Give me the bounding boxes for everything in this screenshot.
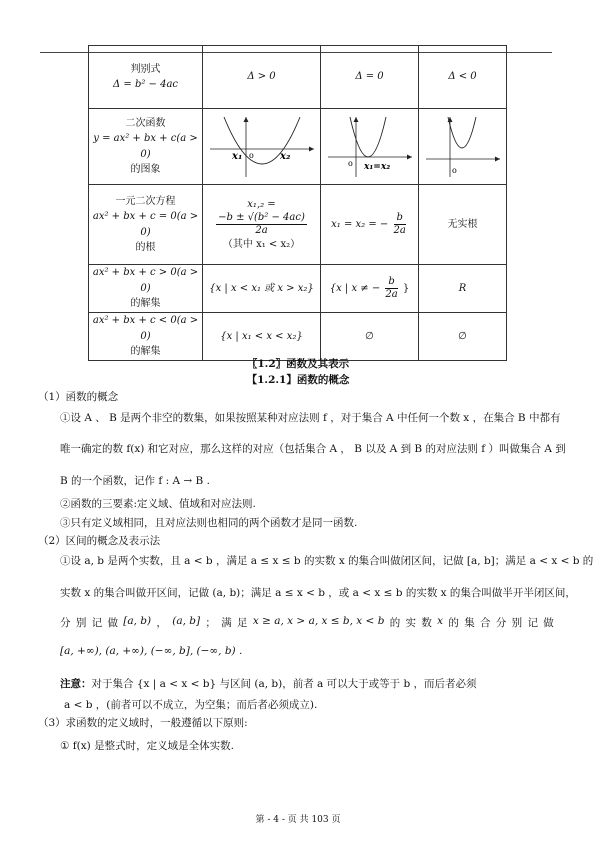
fraction — [394, 212, 406, 237]
text-token: (a, b] — [172, 615, 201, 627]
paragraph-line-justified — [60, 615, 554, 630]
row-header-formula: ax² + bx + c > 0(a > 0) — [92, 267, 199, 294]
paragraph-line: ③只有定义域相同，且对应法则也相同的两个函数才是同一函数. — [60, 517, 358, 529]
paragraph-line: ②函数的三要素:定义域、值域和对应法则. — [60, 498, 256, 510]
row-header-label: 的根 — [135, 242, 156, 253]
page-footer: 第 - 4 - 页 共 103 页 — [255, 815, 341, 825]
text-token: 记 — [527, 617, 538, 629]
text-token: 记 — [91, 617, 103, 629]
text-token: 集 — [464, 617, 475, 629]
table-cell: Δ < 0 — [419, 46, 507, 109]
text-token: [a, b) — [123, 615, 152, 627]
row-header — [89, 185, 203, 265]
text-token: 的 — [448, 617, 459, 629]
table-cell — [203, 185, 321, 265]
paragraph-line: [a, +∞), (a, +∞), (−∞, b], (−∞, b) . — [60, 645, 243, 657]
fraction — [385, 276, 397, 301]
row-header-formula: y = ax² + bx + c(a > 0) — [93, 133, 198, 160]
double-root-label: x₁=x₂ — [363, 161, 390, 172]
fraction-numerator: −b ± √(b² − 4ac) — [218, 212, 305, 223]
fraction-numerator: b — [385, 276, 397, 289]
table-cell: Δ > 0 — [203, 46, 321, 109]
text-token: x — [437, 615, 444, 627]
text-token: ； — [205, 617, 216, 629]
paragraph-line: ① f(x) 是整式时，定义域是全体实数. — [60, 740, 234, 752]
text-token: 的 — [389, 617, 401, 629]
parabola-no-root-graph — [422, 115, 504, 179]
table-cell: Δ = 0 — [321, 46, 419, 109]
text-token: 足 — [237, 617, 248, 629]
quadratic-summary-table — [88, 45, 507, 361]
text-token: 分 — [60, 617, 71, 629]
table-cell: ∅ — [419, 313, 507, 361]
graph-cell — [321, 109, 419, 185]
text-token: 别 — [511, 617, 523, 629]
table-row — [89, 313, 507, 361]
row-header-label: 一元二次方程 — [115, 195, 176, 207]
row-header — [89, 109, 203, 185]
origin-label: o — [248, 150, 254, 160]
table-cell: ∅ — [321, 313, 419, 361]
formula-lhs: x₁ = x₂ = − — [331, 219, 389, 230]
text-token: 实 — [405, 617, 417, 629]
text-token: ， — [156, 617, 167, 629]
formula-rhs: } — [402, 283, 410, 294]
origin-label: o — [347, 158, 353, 168]
table-cell: 无实根 — [419, 185, 507, 265]
note-line: a < b ，(前者可以不成立，为空集；而后者必须成立). — [64, 699, 318, 711]
row-header-label: 判别式 — [130, 63, 161, 75]
root-label-x1: x₁ — [231, 150, 242, 162]
formula-note: （其中 x₁ < x₂） — [222, 239, 301, 250]
text-token: 别 — [75, 617, 87, 629]
note-label: 注意： — [60, 678, 92, 690]
fraction-numerator: b — [394, 212, 406, 225]
section-title: （1）函数的概念 — [38, 391, 119, 403]
section-heading: 〖1.2〗函数及其表示 — [246, 358, 350, 370]
note-text: 对于集合 {x | a < x < b} 与区间 (a, b)，前者 a 可以大于或等于 b ，而后者必须 — [91, 678, 477, 690]
text-token: 合 — [480, 617, 491, 629]
section-title: （2）区间的概念及表示法 — [38, 535, 161, 547]
table-cell: {x | x₁ < x < x₂} — [203, 313, 321, 361]
text-token: 数 — [421, 617, 432, 629]
paragraph-line: 唯一确定的数 f(x) 和它对应，那么这样的对应（包括集合 A ， B 以及 A 到 B 的对应法则 f ）叫做集合 A 到 — [60, 443, 566, 455]
table-row — [89, 185, 507, 265]
row-header-formula: ax² + bx + c = 0(a > 0) — [92, 211, 199, 238]
row-header — [89, 265, 203, 313]
note-line — [60, 676, 477, 691]
parabola-two-roots-graph — [206, 115, 318, 179]
formula-lhs: {x | x ≠ − — [329, 283, 381, 294]
table-row — [89, 46, 507, 109]
table-row — [89, 109, 507, 185]
row-header-label: 的解集 — [130, 298, 161, 310]
text-token: 分 — [495, 617, 507, 629]
fraction-denominator: 2a — [255, 225, 268, 236]
graph-cell — [419, 109, 507, 185]
parabola-one-root-graph — [324, 115, 416, 179]
section-title: （3）求函数的定义域时，一般遵循以下原则: — [38, 717, 248, 729]
text-token: x ≥ a, x > a, x ≤ b, x < b — [252, 615, 385, 627]
paragraph-line: ①设 A 、 B 是两个非空的数集，如果按照某种对应法则 f ，对于集合 A 中任何一个数 x ，在集合 B 中都有 — [60, 412, 561, 424]
text-token: 做 — [107, 617, 118, 629]
row-header-label: 二次函数 — [125, 117, 166, 129]
text-token: 满 — [221, 617, 232, 629]
table-cell: {x | x < x₁ 或 x > x₂} — [203, 265, 321, 313]
row-header-label: 的图象 — [130, 164, 161, 175]
row-header-label: 的解集 — [130, 346, 161, 357]
paragraph-line: ①设 a, b 是两个实数，且 a < b ，满足 a ≤ x ≤ b 的实数 x 的集合叫做闭区间，记做 [a, b]；满足 a < x < b 的 — [60, 555, 594, 567]
row-header-formula: ax² + bx + c < 0(a > 0) — [92, 315, 199, 342]
paragraph-line: B 的一个函数，记作 f : A → B . — [60, 475, 210, 487]
table-cell — [321, 185, 419, 265]
fraction-denominator: 2a — [393, 225, 406, 236]
table-cell: R — [419, 265, 507, 313]
graph-cell — [203, 109, 321, 185]
fraction-denominator: 2a — [385, 289, 398, 300]
text-token: 做 — [543, 617, 554, 629]
row-header — [89, 313, 203, 361]
table-row — [89, 265, 507, 313]
formula-lhs: x₁,₂ = — [247, 198, 276, 210]
fraction — [216, 212, 307, 237]
subsection-heading: 【1.2.1】函数的概念 — [246, 374, 350, 386]
paragraph-line: 实数 x 的集合叫做开区间，记做 (a, b)；满足 a ≤ x < b ，或 a < x ≤ b 的实数 x 的集合叫做半开半闭区间， — [60, 587, 576, 599]
root-label-x2: x₂ — [279, 150, 290, 162]
table-cell — [321, 265, 419, 313]
origin-label: o — [451, 165, 457, 175]
row-header — [89, 46, 203, 109]
row-header-formula: Δ = b² − 4ac — [112, 79, 179, 90]
